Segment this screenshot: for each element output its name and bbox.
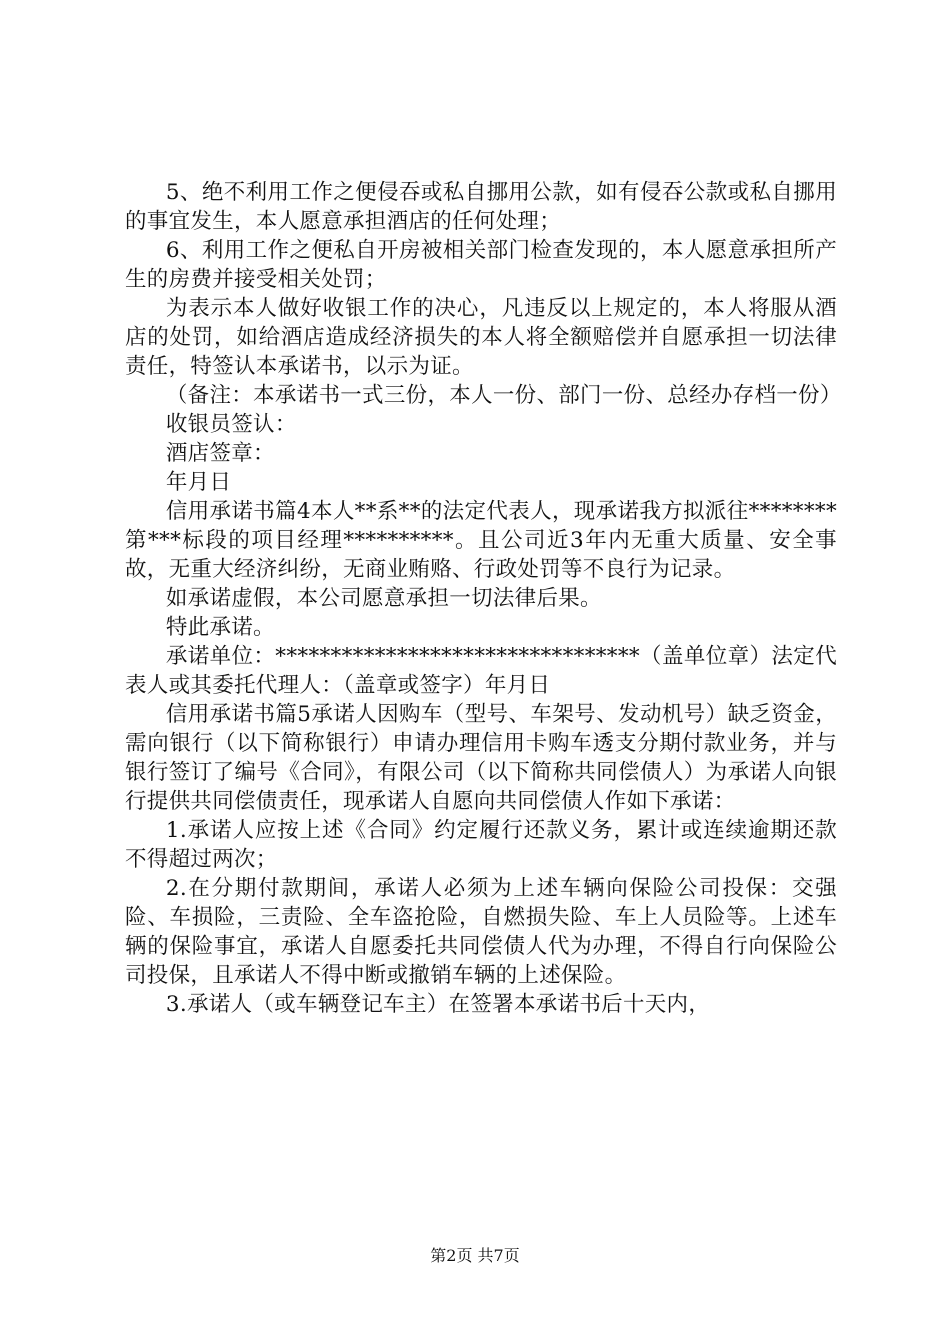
paragraph-12: 信用承诺书篇5承诺人因购车（型号、车架号、发动机号）缺乏资金，需向银行（以下简称银行）申请办理信用卡购车透支分期付款业务，并与银行签订了编号《合同》，有限公司（以下简称共同偿债人）为承诺人向银行提供共同偿债责任，现承诺人自愿向共同偿债人作如下承诺： [125,702,837,814]
paragraph-2: 6、利用工作之便私自开房被相关部门检查发现的，本人愿意承担所产生的房费并接受相关处罚； [125,238,837,292]
paragraph-15: 3.承诺人（或车辆登记车主）在签署本承诺书后十天内， [165,992,711,1017]
paragraph-14: 2.在分期付款期间，承诺人必须为上述车辆向保险公司投保：交强险、车损险，三责险、全车盗抢险，自燃损失险、车上人员险等。上述车辆的保险事宜，承诺人自愿委托共同偿债人代为办理，不得自行向保险公司投保，且承诺人不得中断或撤销车辆的上述保险。 [125,876,837,988]
paragraph-3: 为表示本人做好收银工作的决心，凡违反以上规定的，本人将服从酒店的处罚，如给酒店造成经济损失的本人将全额赔偿并自愿承担一切法律责任，特签认本承诺书，以示为证。 [125,296,837,379]
paragraph-5: 收银员签认： [165,412,297,437]
paragraph-7: 年月日 [165,470,232,495]
document-body [125,178,842,1019]
paragraph-11: 承诺单位：*********************************（盖单位章）法定代表人或其委托代理人：（盖章或签字）年月日 [125,644,837,698]
paragraph-8: 信用承诺书篇4本人**系**的法定代表人，现承诺我方拟派往********第***标段的项目经理**********。且公司近3年内无重大质量、安全事故，无重大经济纠纷，无商业贿赂、行政处罚等不良行为记录。 [125,499,837,582]
paragraph-13: 1.承诺人应按上述《合同》约定履行还款义务，累计或连续逾期还款不得超过两次； [125,818,837,872]
paragraph-4: （备注：本承诺书一式三份，本人一份、部门一份、总经办存档一份） [165,383,842,408]
paragraph-6: 酒店签章： [165,441,275,466]
paragraph-1: 5、绝不利用工作之便侵吞或私自挪用公款，如有侵吞公款或私自挪用的事宜发生，本人愿意承担酒店的任何处理； [125,180,837,234]
paragraph-9: 如承诺虚假，本公司愿意承担一切法律后果。 [165,586,602,611]
paragraph-10: 特此承诺。 [165,615,275,640]
page-number-footer: 第2页 共7页 [430,1246,520,1265]
